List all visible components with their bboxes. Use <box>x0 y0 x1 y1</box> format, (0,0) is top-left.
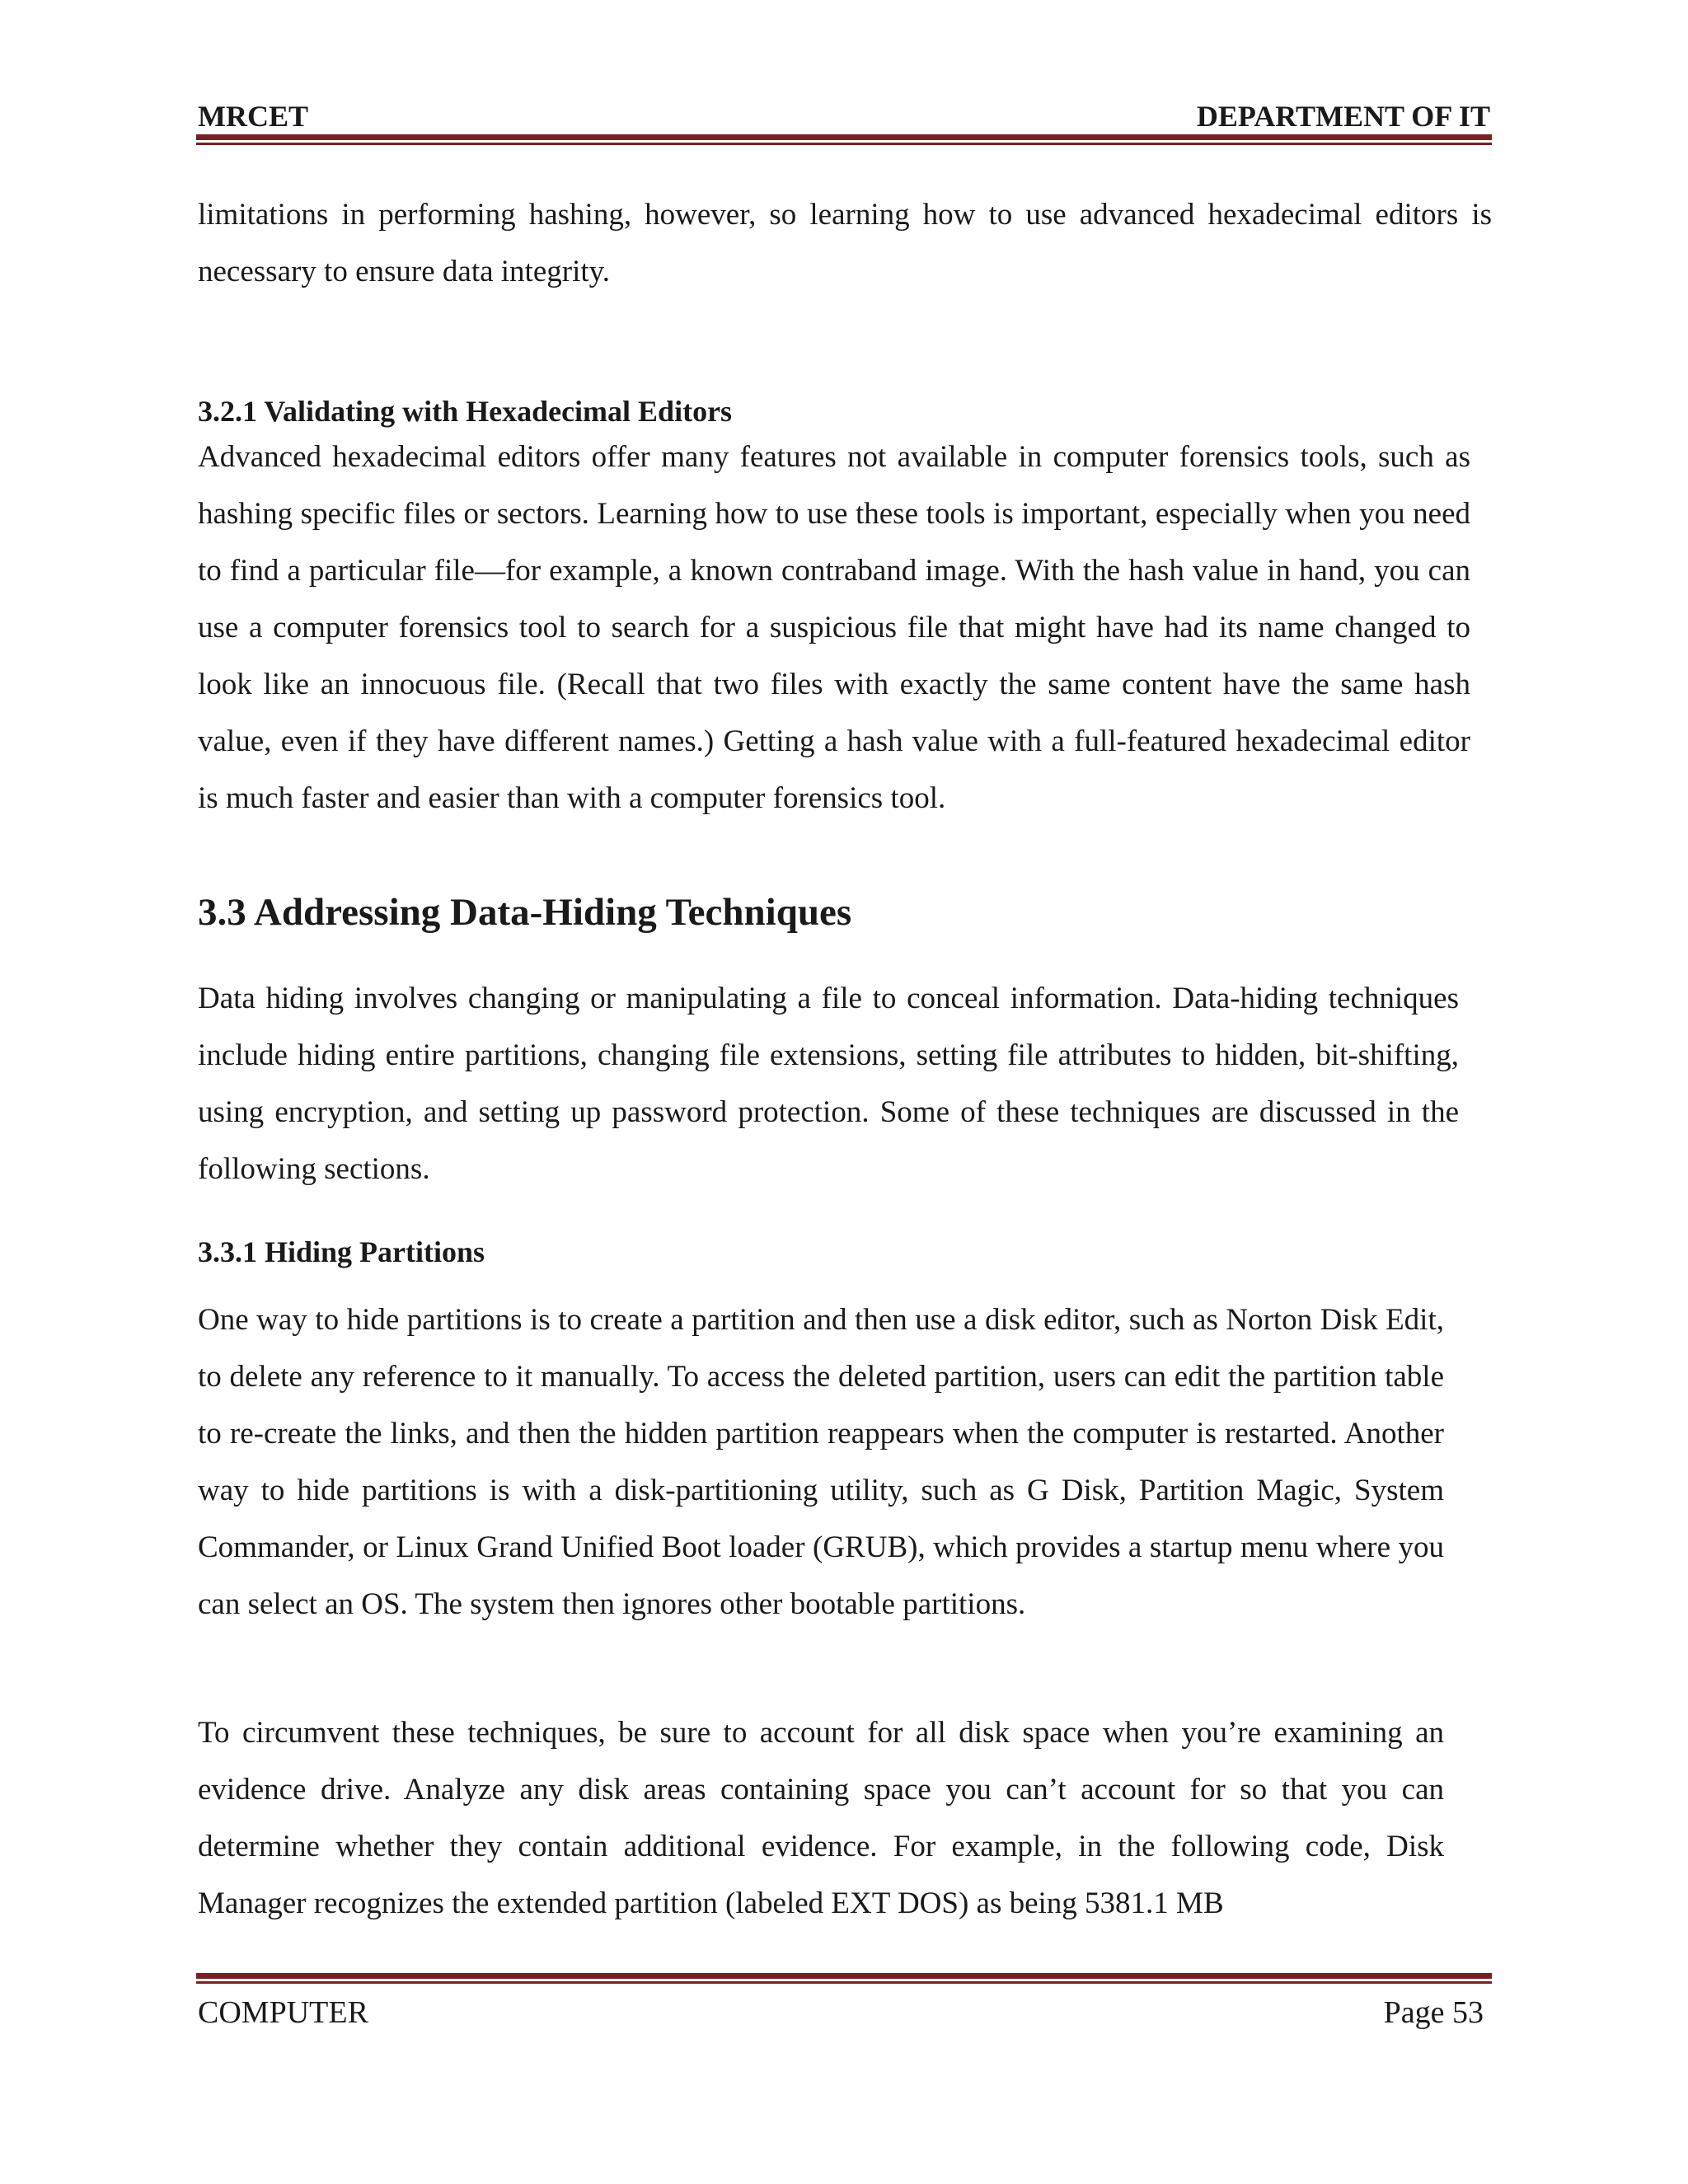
paragraph-3-3: Data hiding involves changing or manipulating a file to conceal information. Data-hiding techniques include hiding entire partitions, changing file extensions, setting file attributes to hidden, bit-shifting, using encryption, and setting up password protection. Some of these techniques are discussed in the following sections. <box>198 982 1459 1186</box>
header-right: DEPARTMENT OF IT <box>1196 100 1490 133</box>
paragraph-intro: limitations in performing hashing, however, so learning how to use advanced hexadecimal editors is necessary to ensure data integrity. <box>198 198 1492 288</box>
page-number: Page 53 <box>1383 1995 1484 2030</box>
paragraph-3-3-1-a: One way to hide partitions is to create a partition and then use a disk editor, such as Norton Disk Edit, to delete any reference to it manually. To access the deleted partition, users can edit the partition table to re-create the links, and then the hidden partition reappears when the computer is restarted. Another way to hide partitions is with a disk-partitioning utility, such as G Disk, Partition Magic, System Commander, or Linux Grand Unified Boot loader (GRUB), which provides a startup menu where you can select an OS. The system then ignores other bootable partitions. <box>198 1303 1444 1621</box>
heading-3-2-1: 3.2.1 Validating with Hexadecimal Editors <box>198 395 733 428</box>
header-left: MRCET <box>198 100 308 133</box>
paragraph-3-3-1-b: To circumvent these techniques, be sure to account for all disk space when you’re examining an evidence drive. Analyze any disk areas containing space you can’t account for so that you can determine whether they contain additional evidence. For example, in the following code, Disk Manager recognizes the extended partition (labeled EXT DOS) as being 5381.1 MB <box>198 1716 1444 1920</box>
paragraph-3-2-1: Advanced hexadecimal editors offer many features not available in computer forensics tools, such as hashing specific files or sectors. Learning how to use these tools is important, especially when you need to find a particular file—for example, a known contraband image. With the hash value in hand, you can use a computer forensics tool to search for a suspicious file that might have had its name changed to look like an innocuous file. (Recall that two files with exactly the same content have the same hash value, even if they have different names.) Getting a hash value with a full-featured hexadecimal editor is much faster and easier than with a computer forensics tool. <box>198 440 1470 815</box>
footer-rule <box>196 1973 1492 1984</box>
heading-3-3: 3.3 Addressing Data-Hiding Techniques <box>198 891 852 934</box>
footer-left: COMPUTER <box>198 1995 368 2030</box>
heading-3-3-1: 3.3.1 Hiding Partitions <box>198 1235 485 1268</box>
header-rule <box>196 134 1492 145</box>
